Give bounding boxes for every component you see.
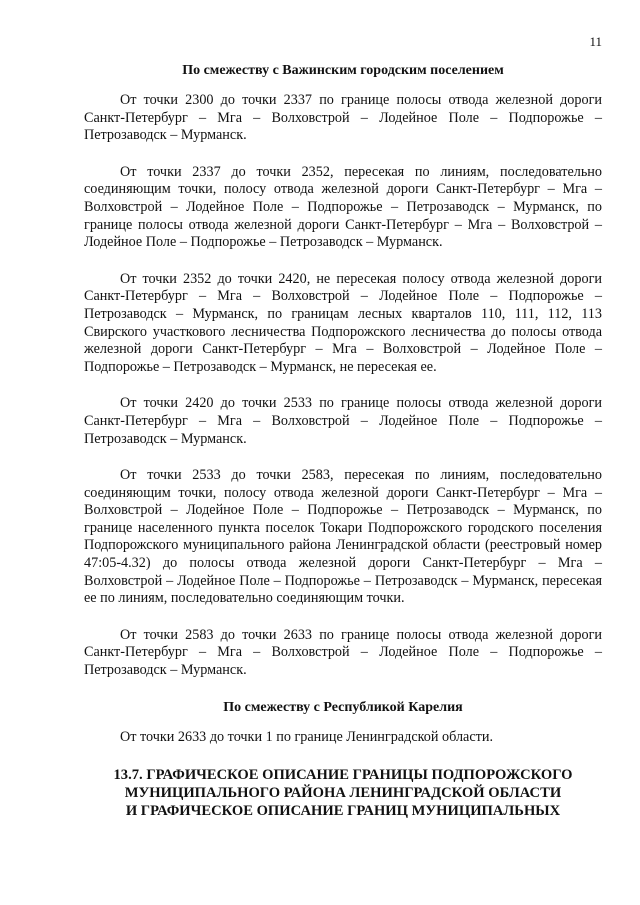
paragraph: От точки 2583 до точки 2633 по границе полосы отвода железной дороги Санкт-Петербург – Мга – Волховстрой – Лодейное Поле – Подпорожье – Петрозаводск – Мурманск. — [84, 626, 602, 679]
section-heading-vazhinskoe: По смежеству с Важинским городским поселением — [182, 63, 504, 78]
section-heading-karelia: По смежеству с Республикой Карелия — [223, 699, 463, 715]
paragraph: От точки 2300 до точки 2337 по границе полосы отвода железной дороги Санкт-Петербург – Мга – Волховстрой – Лодейное Поле – Подпорожье – Петрозаводск – Мурманск. — [84, 92, 602, 144]
paragraph: От точки 2352 до точки 2420, не пересекая полосу отвода железной дороги Санкт-Петербург – Мга – Волховстрой – Лодейное Поле – Подпорожье – Петрозаводск – Мурманск, по границам лесных кварталов 110, 111, 112, 113 Свирского участкового лесничества Подпорожского лесничества до полосы отвода железной дороги Санкт-Петербург – Мга – Волховстрой – Лодейное Поле – Подпорожье – Петрозаводск – Мурманск, не пересекая ее. — [84, 270, 602, 375]
paragraph: От точки 2337 до точки 2352, пересекая по линиям, последовательно соединяющим точки, полосу отвода железной дороги Санкт-Петербург – Мга – Волховстрой – Лодейное Поле – Подпорожье – Петрозаводск – Мурманск, по границе полосы отвода железной дороги Санкт-Петербург – Мга – Волховстрой – Лодейное Поле – Подпорожье – Петрозаводск – Мурманск. — [84, 163, 602, 251]
document-body — [84, 62, 602, 820]
paragraph: От точки 2533 до точки 2583, пересекая по линиям, последовательно соединяющим точки, полосу отвода железной дороги Санкт-Петербург – Мга – Волховстрой – Лодейное Поле – Подпорожье – Петрозаводск – Мурманск, по границе населенного пункта поселок Токари Подпорожского городского поселения Подпорожского муниципального района Ленинградской области (реестровый номер 47:05-4.32) до полосы отвода железной дороги Санкт-Петербург – Мга – Волховстрой – Лодейное Поле – Подпорожье – Петрозаводск – Мурманск, пересекая ее по линиям, последовательно соединяющим точки. — [84, 467, 602, 607]
paragraph: От точки 2633 до точки 1 по границе Ленинградской области. — [120, 728, 493, 745]
chapter-title — [84, 766, 602, 820]
page-number: 11 — [589, 34, 602, 49]
chapter-title-line: 13.7. ГРАФИЧЕСКОЕ ОПИСАНИЕ ГРАНИЦЫ ПОДПОРОЖСКОГО — [113, 767, 573, 784]
chapter-title-line: И ГРАФИЧЕСКОЕ ОПИСАНИЕ ГРАНИЦ МУНИЦИПАЛЬНЫХ — [125, 803, 561, 820]
chapter-title-line: МУНИЦИПАЛЬНОГО РАЙОНА ЛЕНИНГРАДСКОЙ ОБЛАСТИ — [124, 785, 562, 802]
paragraph: От точки 2420 до точки 2533 по границе полосы отвода железной дороги Санкт-Петербург – Мга – Волховстрой – Лодейное Поле – Подпорожье – Петрозаводск – Мурманск. — [84, 395, 602, 447]
